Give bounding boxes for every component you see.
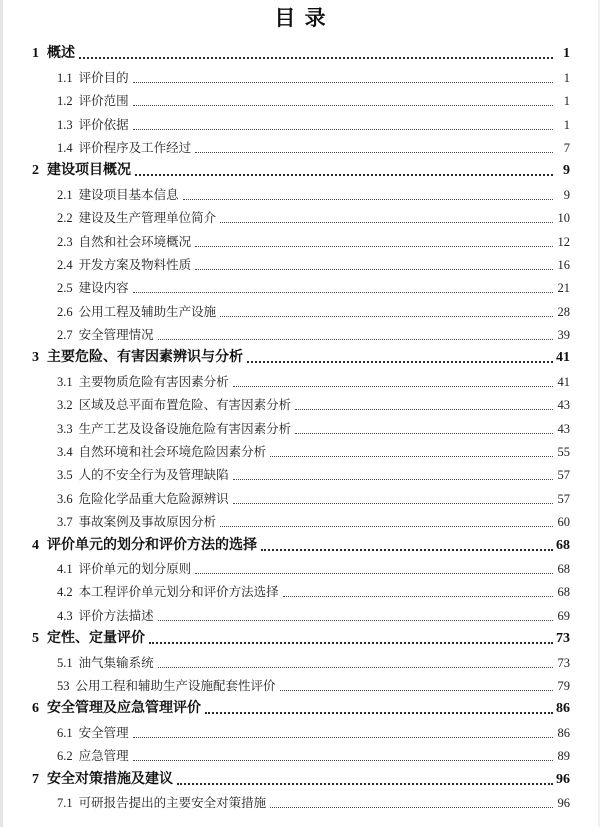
toc-entry-page: 1	[563, 46, 570, 62]
toc-entry[interactable]	[57, 671, 570, 694]
toc-entry[interactable]	[32, 156, 570, 179]
toc-entry-page: 21	[557, 281, 570, 296]
toc-entry[interactable]	[32, 343, 570, 366]
toc-entry-page: 12	[557, 234, 570, 249]
toc-entry-number: 3.1	[57, 374, 73, 389]
dot-leader	[133, 737, 553, 738]
toc-entry-label: 建设及生产管理单位简介	[78, 211, 217, 226]
toc-entry[interactable]	[57, 366, 570, 389]
toc-entry-label: 公用工程和辅助生产设施配套性评价	[75, 678, 276, 693]
toc-entry-label: 自然和社会环境概况	[78, 234, 192, 249]
toc-entry-page: 68	[556, 537, 570, 553]
dot-leader	[233, 479, 553, 480]
toc-entry[interactable]	[57, 203, 570, 226]
toc-entry-label: 评价目的	[78, 70, 129, 85]
toc-entry-label: 建设项目概况	[47, 163, 131, 179]
dot-leader	[195, 573, 553, 574]
toc-entry[interactable]	[57, 437, 570, 460]
toc-entry-page: 7	[563, 140, 570, 155]
toc-entry-label: 开发方案及物料性质	[78, 257, 192, 272]
toc-entry-page: 41	[557, 374, 570, 389]
toc-entry-page: 60	[557, 515, 570, 530]
toc-entry-page: 1	[563, 117, 570, 132]
dot-leader	[261, 549, 553, 551]
toc-entry[interactable]	[57, 507, 570, 530]
toc-entry-label: 评价范围	[78, 94, 129, 109]
toc-entry-number: 6.2	[57, 749, 73, 764]
toc-entry-number: 1.2	[57, 94, 73, 109]
dot-leader	[133, 82, 553, 83]
toc-entry-number: 1.1	[57, 70, 73, 85]
toc-entry-label: 本工程评价单元划分和评价方法选择	[78, 585, 279, 600]
dot-leader	[270, 456, 553, 457]
toc-entry-page: 16	[557, 257, 570, 272]
toc-entry-number: 3.4	[57, 445, 73, 460]
toc-entry-page: 9	[563, 163, 570, 179]
toc-entry-label: 公用工程及辅助生产设施	[78, 304, 217, 319]
toc-entry-number: 6.1	[57, 725, 73, 740]
toc-entry[interactable]	[57, 483, 570, 506]
toc-entry[interactable]	[57, 460, 570, 483]
toc-entry-number: 2.3	[57, 234, 73, 249]
dot-leader	[283, 596, 553, 597]
dot-leader	[195, 152, 553, 153]
dot-leader	[247, 361, 553, 363]
dot-leader	[133, 105, 553, 106]
toc-entry-label: 安全管理情况	[78, 328, 154, 343]
dot-leader	[295, 409, 553, 410]
dot-leader	[220, 526, 553, 527]
toc-entry-label: 评价单元的划分原则	[78, 561, 192, 576]
toc-entry-page: 43	[557, 421, 570, 436]
toc-entry-number: 2.7	[57, 328, 73, 343]
toc-entry-page: 69	[557, 608, 570, 623]
toc-entry[interactable]	[57, 577, 570, 600]
dot-leader	[195, 269, 553, 270]
toc-list	[32, 39, 570, 811]
toc-entry-label: 生产工艺及设备设施危险有害因素分析	[78, 421, 292, 436]
toc-entry[interactable]	[57, 413, 570, 436]
toc-entry-label: 可研报告提出的主要安全对策措施	[78, 795, 267, 810]
toc-entry-number: 1.3	[57, 117, 73, 132]
toc-entry-page: 55	[557, 445, 570, 460]
dot-leader	[295, 433, 553, 434]
toc-entry-number: 2.1	[57, 187, 73, 202]
toc-entry-page: 68	[557, 585, 570, 600]
toc-entry-label: 评价依据	[78, 117, 129, 132]
toc-entry-page: 89	[557, 749, 570, 764]
toc-entry-label: 评价程序及工作经过	[78, 140, 192, 155]
toc-entry-page: 96	[557, 795, 570, 810]
toc-entry-number: 5.1	[57, 655, 73, 670]
toc-entry-number: 4.3	[57, 608, 73, 623]
toc-entry-page: 57	[557, 491, 570, 506]
dot-leader	[177, 783, 553, 785]
dot-leader	[135, 174, 553, 176]
toc-entry[interactable]	[57, 86, 570, 109]
toc-entry-label: 自然环境和社会环境危险因素分析	[78, 445, 267, 460]
toc-entry[interactable]	[57, 390, 570, 413]
toc-entry-number: 7.1	[57, 795, 73, 810]
toc-entry[interactable]	[32, 530, 570, 553]
toc-entry-label: 安全管理及应急管理评价	[47, 701, 201, 717]
toc-entry-label: 主要危险、有害因素辨识与分析	[47, 350, 243, 366]
toc-entry-page: 41	[556, 350, 570, 366]
toc-entry-page: 10	[557, 211, 570, 226]
toc-entry-page: 43	[557, 398, 570, 413]
dot-leader	[270, 807, 553, 808]
toc-entry-page: 96	[556, 771, 570, 787]
toc-entry[interactable]	[57, 741, 570, 764]
dot-leader	[149, 642, 553, 644]
toc-entry-label: 安全管理	[78, 725, 129, 740]
toc-entry[interactable]	[57, 647, 570, 670]
toc-entry-page: 39	[557, 328, 570, 343]
toc-entry-number: 3.3	[57, 421, 73, 436]
toc-entry-label: 建设内容	[78, 281, 129, 296]
dot-leader	[133, 292, 553, 293]
toc-entry-page: 86	[556, 701, 570, 717]
toc-entry-page: 28	[557, 304, 570, 319]
toc-entry[interactable]	[57, 273, 570, 296]
toc-entry[interactable]	[57, 717, 570, 740]
toc-entry-number: 7	[32, 771, 39, 787]
toc-entry-number: 1	[32, 46, 39, 62]
toc-entry-page: 9	[563, 187, 570, 202]
dot-leader	[233, 386, 553, 387]
toc-entry[interactable]	[32, 39, 570, 62]
toc-entry-label: 安全对策措施及建议	[47, 771, 173, 787]
toc-entry[interactable]	[57, 62, 570, 85]
toc-entry-page: 73	[557, 655, 570, 670]
dot-leader	[220, 316, 553, 317]
dot-leader	[220, 222, 553, 223]
dot-leader	[133, 760, 553, 761]
toc-entry-number: 3.5	[57, 468, 73, 483]
toc-entry-number: 4.1	[57, 561, 73, 576]
toc-entry-page: 1	[563, 70, 570, 85]
toc-entry-number: 3.7	[57, 515, 73, 530]
toc-entry[interactable]	[57, 179, 570, 202]
dot-leader	[195, 246, 553, 247]
toc-entry-number: 4	[32, 537, 39, 553]
toc-entry-label: 危险化学品重大危险源辨识	[78, 491, 229, 506]
toc-entry-label: 概述	[47, 46, 75, 62]
toc-entry[interactable]	[57, 109, 570, 132]
dot-leader	[183, 199, 553, 200]
toc-entry-label: 评价方法描述	[78, 608, 154, 623]
dot-leader	[280, 690, 553, 691]
toc-entry-page: 86	[557, 725, 570, 740]
toc-entry[interactable]	[57, 226, 570, 249]
toc-entry[interactable]	[32, 694, 570, 717]
toc-entry[interactable]	[57, 296, 570, 319]
toc-entry-number: 2.5	[57, 281, 73, 296]
toc-entry-page: 1	[563, 94, 570, 109]
toc-entry-number: 3.2	[57, 398, 73, 413]
toc-entry-label: 评价单元的划分和评价方法的选择	[47, 537, 257, 553]
toc-entry-number: 3	[32, 350, 39, 366]
toc-entry-number: 2.2	[57, 211, 73, 226]
toc-entry[interactable]	[57, 600, 570, 623]
toc-entry-number: 1.4	[57, 140, 73, 155]
toc-entry-label: 应急管理	[78, 749, 129, 764]
toc-entry-number: 2.6	[57, 304, 73, 319]
dot-leader	[233, 503, 553, 504]
dot-leader	[158, 667, 553, 668]
toc-entry-number: 53	[57, 678, 70, 693]
toc-entry[interactable]	[57, 554, 570, 577]
toc-entry-page: 79	[557, 678, 570, 693]
toc-entry-number: 4.2	[57, 585, 73, 600]
toc-entry-page: 57	[557, 468, 570, 483]
toc-entry-label: 建设项目基本信息	[78, 187, 179, 202]
toc-entry-label: 事故案例及事故原因分析	[78, 515, 217, 530]
toc-entry-number: 6	[32, 701, 39, 717]
toc-entry-label: 主要物质危险有害因素分析	[78, 374, 229, 389]
toc-entry-page: 73	[556, 631, 570, 647]
toc-entry-label: 油气集输系统	[78, 655, 154, 670]
toc-entry-label: 定性、定量评价	[47, 631, 145, 647]
dot-leader	[205, 712, 553, 714]
toc-entry[interactable]	[57, 250, 570, 273]
toc-entry[interactable]	[32, 624, 570, 647]
toc-entry[interactable]	[57, 320, 570, 343]
toc-entry-number: 2	[32, 163, 39, 179]
toc-entry[interactable]	[57, 788, 570, 811]
dot-leader	[158, 620, 553, 621]
dot-leader	[158, 339, 553, 340]
dot-leader	[133, 129, 553, 130]
toc-entry-page: 68	[557, 561, 570, 576]
toc-entry-number: 5	[32, 631, 39, 647]
page-title: 目 录	[274, 6, 328, 30]
toc-entry-number: 2.4	[57, 257, 73, 272]
toc-entry[interactable]	[32, 764, 570, 787]
toc-entry-label: 人的不安全行为及管理缺陷	[78, 468, 229, 483]
toc-entry-number: 3.6	[57, 491, 73, 506]
dot-leader	[79, 57, 553, 59]
toc-entry-label: 区域及总平面布置危险、有害因素分析	[78, 398, 292, 413]
toc-entry[interactable]	[57, 133, 570, 156]
